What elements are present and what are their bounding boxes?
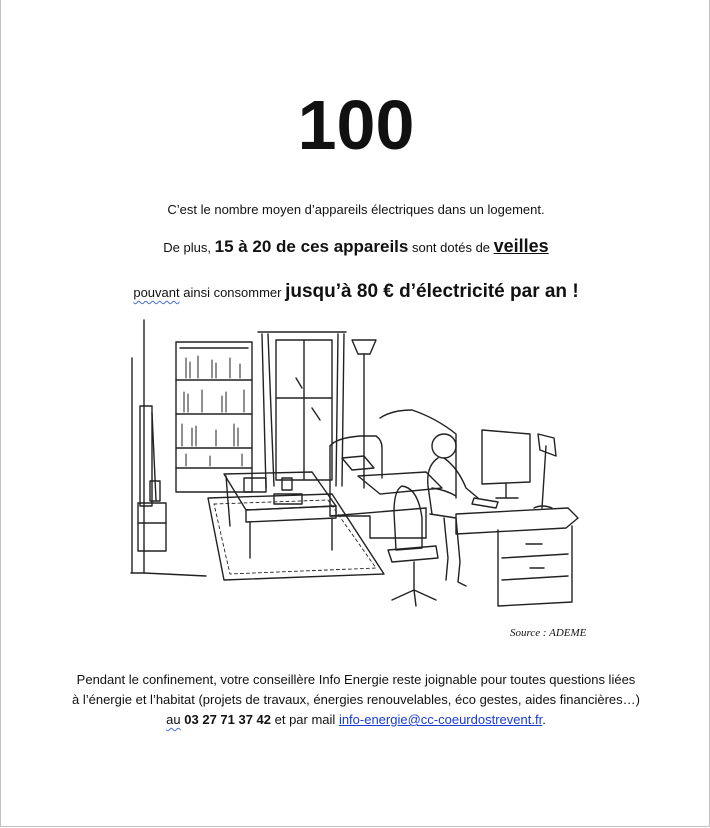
contact-line-3-mid: et par mail: [271, 712, 339, 727]
contact-phone: 03 27 71 37 42: [184, 712, 272, 727]
intro-line-2-middle: sont dotés de: [408, 240, 494, 255]
contact-block: [1, 670, 710, 730]
intro-line-2: [1, 234, 710, 260]
contact-line-2: à l’énergie et l’habitat (projets de travaux, énergies renouvelables, éco gestes, aides financières…): [72, 692, 640, 707]
intro-line-2-prefix: De plus,: [163, 240, 215, 255]
living-room-illustration-icon: [126, 318, 581, 610]
contact-line-1: Pendant le confinement, votre conseillère Info Energie reste joignable pour toutes questions liées: [76, 672, 636, 687]
contact-line-3: [1, 710, 710, 730]
contact-line-3-end: .: [542, 712, 546, 727]
headline-number: 100: [297, 86, 415, 164]
intro-line-3-underlined: pouvant: [133, 285, 180, 300]
intro-line-3-prefix: ainsi consommer: [179, 285, 286, 300]
intro-line-3-highlight: jusqu’à 80 € d’électricité par an !: [285, 281, 579, 302]
contact-email-link[interactable]: info-energie@cc-coeurdostrevent.fr: [338, 712, 543, 727]
intro-line-2-highlight: 15 à 20 de ces appareils: [214, 237, 409, 256]
intro-line-3: [1, 279, 710, 306]
intro-line-2-emphasis: veilles: [493, 236, 549, 256]
contact-au-word: au: [166, 712, 181, 727]
intro-line-1: C’est le nombre moyen d’appareils électriques dans un logement.: [167, 202, 545, 217]
source-caption: Source : ADEME: [510, 627, 587, 639]
